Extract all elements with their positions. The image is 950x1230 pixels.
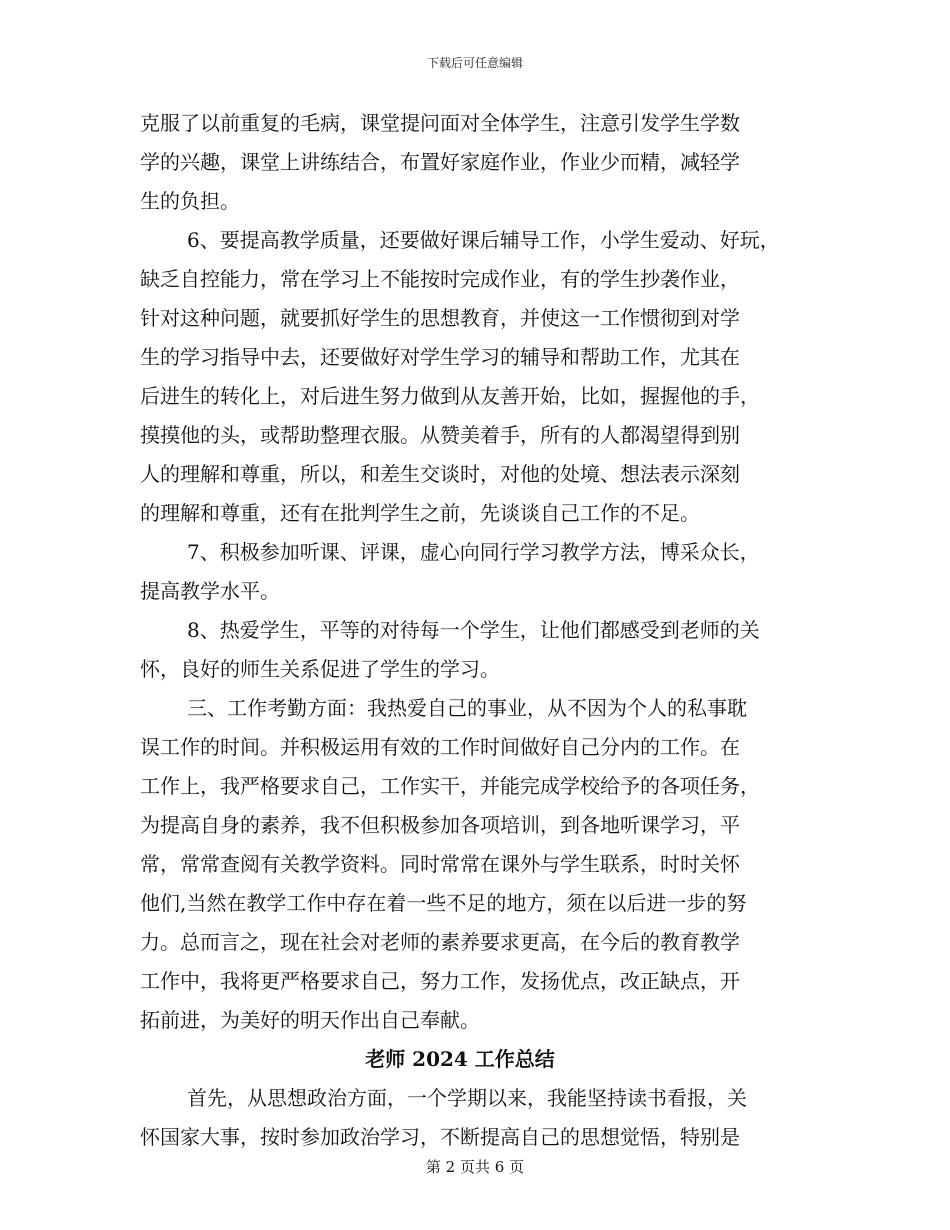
text-line: 首先，从思想政治方面，一个学期以来，我能坚持读书看报，关 xyxy=(187,1086,747,1110)
text-line: 生的学习指导中去，还要做好对学生学习的辅导和帮助工作，尤其在 xyxy=(140,345,740,369)
text-line: 提高教学水平。 xyxy=(140,579,280,603)
text-line: 为提高自身的素养，我不但积极参加各项培训，到各地听课学习，平 xyxy=(140,813,740,837)
text-line: 人的理解和尊重，所以，和差生交谈时，对他的处境、想法表示深刻 xyxy=(140,462,740,486)
text-line: 学的兴趣，课堂上讲练结合，布置好家庭作业，作业少而精，减轻学 xyxy=(140,150,740,174)
text-line: 7、积极参加听课、评课，虚心向同行学习教学方法，博采众长， xyxy=(187,540,760,564)
text-line: 6、要提高教学质量，还要做好课后辅导工作，小学生爱动、好玩， xyxy=(187,228,780,252)
paragraph-block xyxy=(140,1079,820,1157)
text-line: 工作上，我严格要求自己，工作实干，并能完成学校给予的各项任务， xyxy=(140,774,760,798)
text-line: 针对这种问题，就要抓好学生的思想教育，并使这一工作惯彻到对学 xyxy=(140,306,740,330)
document-body xyxy=(140,104,820,1157)
text-line: 常，常常查阅有关教学资料。同时常常在课外与学生联系，时时关怀 xyxy=(140,852,740,876)
text-line: 工作中，我将更严格要求自己，努力工作，发扬优点，改正缺点，开 xyxy=(140,969,740,993)
text-line: 克服了以前重复的毛病，课堂提问面对全体学生，注意引发学生学数 xyxy=(140,111,740,135)
text-line: 他们,当然在教学工作中存在着一些不足的地方，须在以后进一步的努 xyxy=(140,891,747,915)
text-line: 摸摸他的头，或帮助整理衣服。从赞美着手，所有的人都渴望得到别 xyxy=(140,423,740,447)
page-footer: 第 2 页共 6 页 xyxy=(425,1158,525,1176)
text-line: 怀国家大事，按时参加政治学习，不断提高自己的思想觉悟，特别是 xyxy=(140,1125,740,1149)
section-title: 老师 2024 工作总结 xyxy=(365,1047,555,1071)
paragraph-block xyxy=(140,104,820,1040)
text-line: 误工作的时间。并积极运用有效的工作时间做好自己分内的工作。在 xyxy=(140,735,740,759)
text-line: 8、热爱学生，平等的对待每一个学生，让他们都感受到老师的关 xyxy=(187,618,760,642)
text-line: 力。总而言之，现在社会对老师的素养要求更高，在今后的教育教学 xyxy=(140,930,740,954)
text-line: 怀，良好的师生关系促进了学生的学习。 xyxy=(140,657,500,681)
text-line: 的理解和尊重，还有在批判学生之前，先谈谈自己工作的不足。 xyxy=(140,501,700,525)
text-line: 缺乏自控能力，常在学习上不能按时完成作业，有的学生抄袭作业， xyxy=(140,267,740,291)
text-line: 生的负担。 xyxy=(140,189,240,213)
text-line: 后进生的转化上，对后进生努力做到从友善开始，比如，握握他的手， xyxy=(140,384,760,408)
text-line: 拓前进，为美好的明天作出自己奉献。 xyxy=(140,1008,480,1032)
page-header: 下载后可任意编辑 xyxy=(426,56,523,70)
text-line: 三、工作考勤方面：我热爱自己的事业，从不因为个人的私事耽 xyxy=(187,696,747,720)
